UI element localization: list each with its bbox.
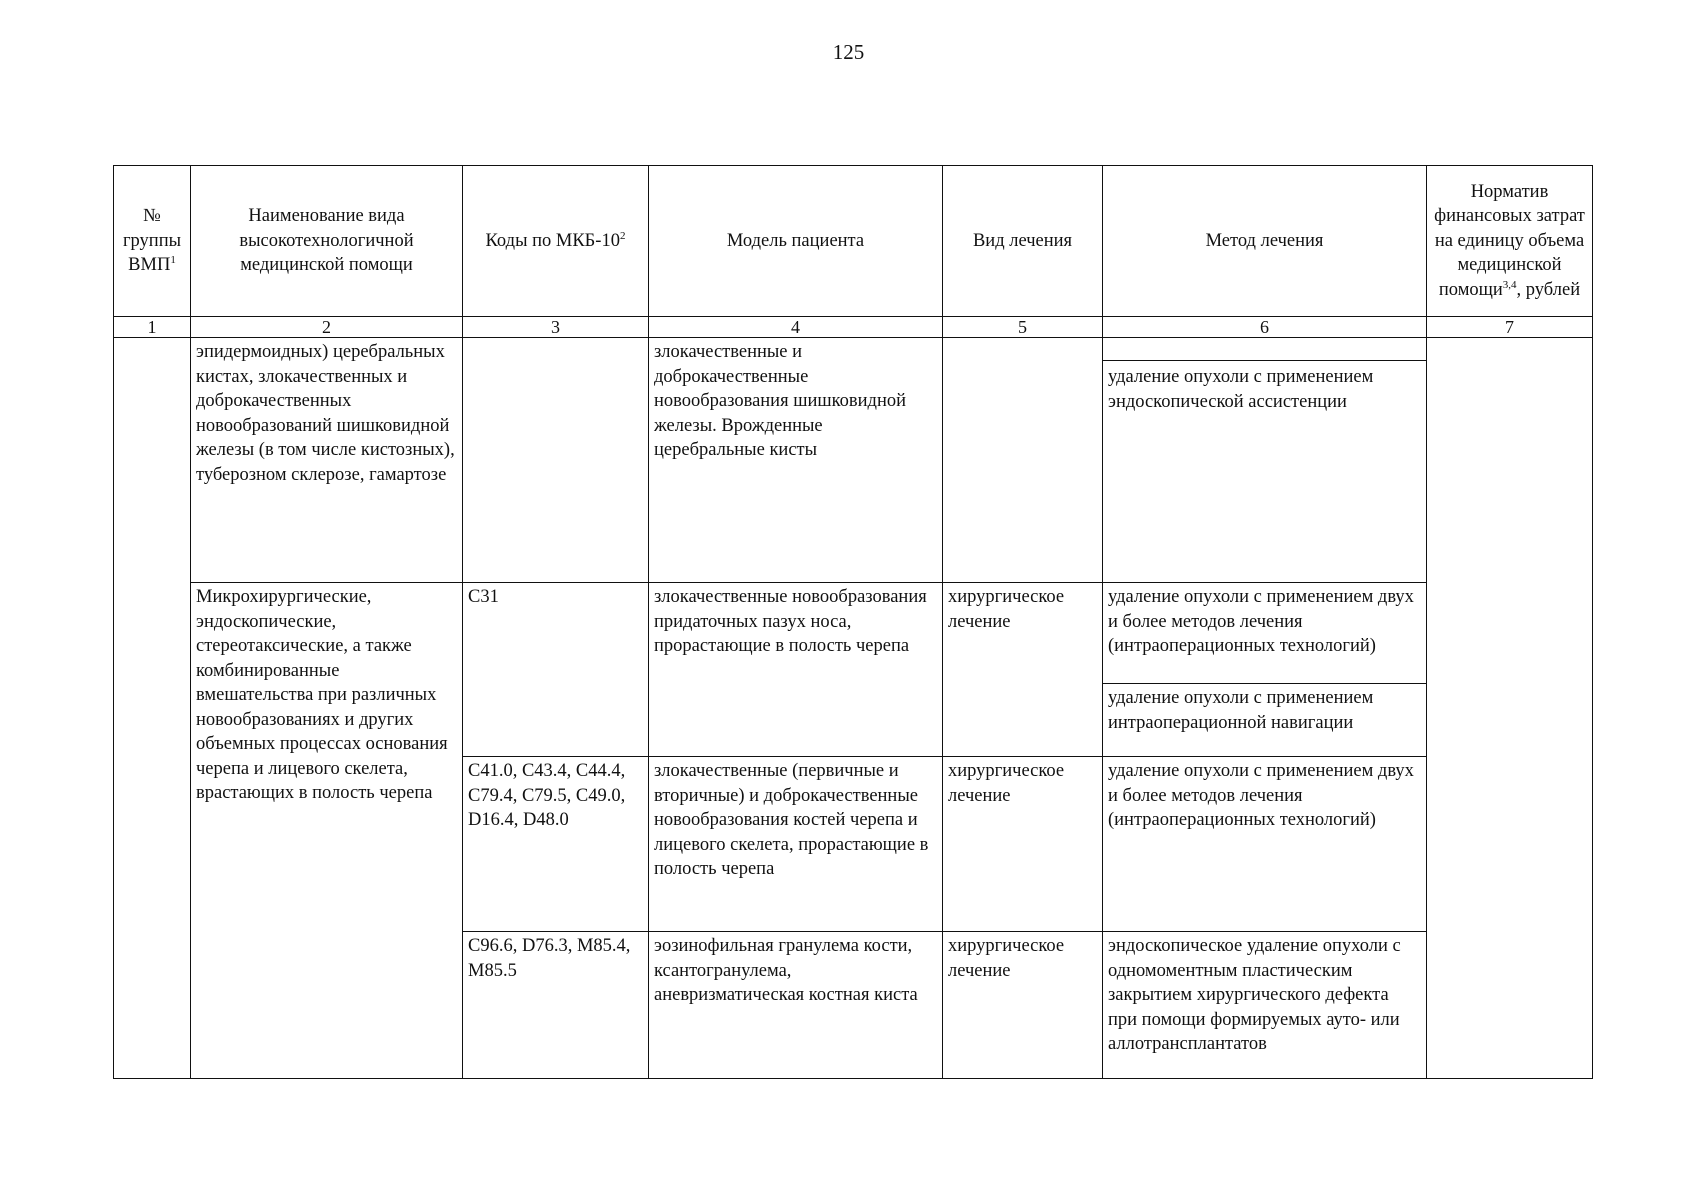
method-text: удаление опухоли с применением эндоскопической ассистенции — [1108, 367, 1374, 412]
treatment-type-cell: хирургическое лечение — [943, 932, 1103, 1079]
care-type-cell: эпидермоидных) церебральных кистах, злокачественных и доброкачественных новообразований шишковидной железы (в том числе кистозных), туберозном склерозе, гамартозе — [191, 338, 463, 583]
patient-model-cell: злокачественные (первичные и вторичные) и доброкачественные новообразования костей черепа и лицевого скелета, прорастающие в полость черепа — [649, 757, 943, 932]
header-cost-norm: Норматив финансовых затрат на единицу объема медицинской помощи$^{3,4}$, рублей — [1427, 166, 1593, 317]
icd-codes-cell: С31 — [463, 583, 649, 757]
patient-model-cell: эозинофильная гранулема кости, ксантогранулема, аневризматическая костная киста — [649, 932, 943, 1079]
patient-model-cell: злокачественные новообразования придаточных пазух носа, прорастающие в полость черепа — [649, 583, 943, 757]
treatment-type-cell: хирургическое лечение — [943, 583, 1103, 757]
method-divider — [1103, 338, 1426, 361]
treatment-method-cell: удаление опухоли с применением интраоперационной навигации — [1103, 684, 1427, 757]
column-number: 3 — [463, 317, 649, 338]
header-treatment-method: Метод лечения — [1103, 166, 1427, 317]
header-icd-codes: Коды по МКБ-$10^2$ — [463, 166, 649, 317]
column-number: 2 — [191, 317, 463, 338]
medical-care-table — [113, 165, 1593, 1079]
column-number: 6 — [1103, 317, 1427, 338]
care-type-cell: Микрохирургические, эндоскопические, стереотаксические, а также комбинированные вмешательства при различных новообразованиях и других объемных процессах основания черепа и лицевого скелета, врастающих в полость черепа — [191, 583, 463, 1079]
column-number: 4 — [649, 317, 943, 338]
column-number: 7 — [1427, 317, 1593, 338]
icd-codes-cell — [463, 338, 649, 583]
cost-norm-cell — [1427, 338, 1593, 1079]
group-number-cell — [114, 338, 191, 1079]
table-row — [114, 338, 1593, 583]
patient-model-cell: злокачественные и доброкачественные новообразования шишковидной железы. Врожденные церебральные кисты — [649, 338, 943, 583]
table-row — [114, 583, 1593, 684]
treatment-method-cell: удаление опухоли с применением двух и более методов лечения (интраоперационных технологий) — [1103, 583, 1427, 684]
header-group-number: № группы ВМП$^1$ — [114, 166, 191, 317]
icd-codes-cell: С41.0, С43.4, С44.4, С79.4, С79.5, С49.0, D16.4, D48.0 — [463, 757, 649, 932]
page-number: 125 — [832, 40, 865, 64]
treatment-type-cell: хирургическое лечение — [943, 757, 1103, 932]
treatment-method-cell — [1103, 338, 1427, 583]
header-row — [114, 166, 1593, 317]
header-treatment-type: Вид лечения — [943, 166, 1103, 317]
header-care-type-name: Наименование вида высокотехнологичной медицинской помощи — [191, 166, 463, 317]
column-number: 1 — [114, 317, 191, 338]
column-numbers-row — [114, 317, 1593, 338]
icd-codes-cell: С96.6, D76.3, М85.4, М85.5 — [463, 932, 649, 1079]
treatment-method-cell: удаление опухоли с применением двух и более методов лечения (интраоперационных технологий) — [1103, 757, 1427, 932]
treatment-method-cell: эндоскопическое удаление опухоли с одномоментным пластическим закрытием хирургического дефекта при помощи формируемых ауто- или аллотрансплантатов — [1103, 932, 1427, 1079]
treatment-type-cell — [943, 338, 1103, 583]
column-number: 5 — [943, 317, 1103, 338]
header-patient-model: Модель пациента — [649, 166, 943, 317]
